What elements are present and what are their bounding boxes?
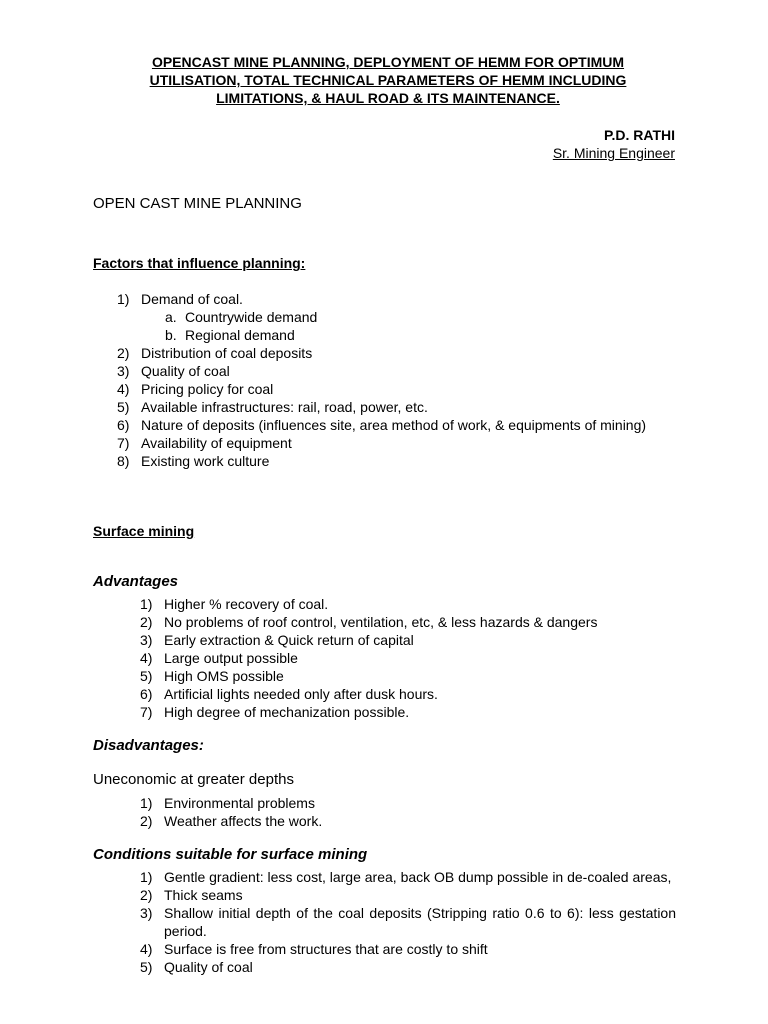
- list-item: [140, 685, 676, 703]
- author-block: [553, 126, 675, 162]
- list-number: 3): [140, 905, 153, 921]
- list-text: Nature of deposits (influences site, area method of work, & equipments of mining): [141, 417, 647, 433]
- list-text: Quality of coal: [164, 959, 253, 975]
- list-text: Surface is free from structures that are costly to shift: [164, 941, 488, 957]
- list-text: Environmental problems: [164, 795, 315, 811]
- list-item: [140, 940, 676, 958]
- list-item: [140, 595, 676, 613]
- list-item: [140, 631, 676, 649]
- list-item: [140, 667, 676, 685]
- list-item: [140, 812, 676, 830]
- list-item: [140, 886, 676, 904]
- list-item: [117, 344, 676, 362]
- list-text: Artificial lights needed only after dusk hours.: [164, 686, 438, 702]
- list-number: 5): [140, 959, 153, 975]
- disadvantages-intro: Uneconomic at greater depths: [93, 771, 294, 788]
- list-text: Demand of coal.: [141, 291, 243, 307]
- list-text: Distribution of coal deposits: [141, 345, 313, 361]
- list-text: Large output possible: [164, 650, 298, 666]
- factors-list: [117, 290, 676, 470]
- factors-heading: Factors that influence planning:: [93, 255, 306, 271]
- list-number: 4): [140, 650, 153, 666]
- list-item: [117, 290, 676, 344]
- list-item: [140, 703, 676, 721]
- list-text: Weather affects the work.: [164, 813, 323, 829]
- list-text: Pricing policy for coal: [141, 381, 274, 397]
- author-role: Sr. Mining Engineer: [552, 145, 675, 161]
- list-item: [117, 416, 676, 434]
- list-item: [117, 452, 676, 470]
- author-name: P.D. RATHI: [603, 127, 675, 143]
- list-item: [117, 398, 676, 416]
- list-number: 7): [140, 704, 153, 720]
- sublist-letter: b.: [165, 327, 177, 343]
- sublist-item: [165, 326, 676, 344]
- advantages-list: [140, 595, 676, 721]
- list-text: Gentle gradient: less cost, large area, back OB dump possible in de-coaled areas,: [164, 869, 672, 885]
- list-text: High degree of mechanization possible.: [164, 704, 410, 720]
- list-number: 5): [117, 399, 130, 415]
- list-number: 1): [140, 795, 153, 811]
- list-item: [117, 434, 676, 452]
- list-number: 5): [140, 668, 153, 684]
- list-text: High OMS possible: [164, 668, 284, 684]
- list-number: 3): [117, 363, 130, 379]
- sublist-text: Regional demand: [185, 327, 295, 343]
- list-item: [140, 649, 676, 667]
- list-number: 3): [140, 632, 153, 648]
- section-heading: OPEN CAST MINE PLANNING: [93, 195, 302, 212]
- list-item: [140, 613, 676, 631]
- list-number: 7): [117, 435, 130, 451]
- list-item: [140, 958, 676, 976]
- list-number: 4): [117, 381, 130, 397]
- list-number: 2): [117, 345, 130, 361]
- disadvantages-heading: Disadvantages:: [93, 737, 204, 754]
- list-text: Existing work culture: [141, 453, 270, 469]
- list-item: [140, 794, 676, 812]
- list-number: 6): [117, 417, 130, 433]
- advantages-heading: Advantages: [93, 573, 179, 590]
- list-number: 2): [140, 614, 153, 630]
- list-number: 2): [140, 887, 153, 903]
- list-number: 2): [140, 813, 153, 829]
- list-item: [140, 904, 676, 940]
- conditions-heading: Conditions suitable for surface mining: [93, 846, 368, 863]
- list-text: Thick seams: [164, 887, 243, 903]
- list-text: Available infrastructures: rail, road, power, etc.: [141, 399, 428, 415]
- disadvantages-list: [140, 794, 676, 830]
- surface-mining-heading: Surface mining: [93, 523, 195, 539]
- list-item: [117, 380, 676, 398]
- list-number: 1): [117, 291, 130, 307]
- sublist-item: [165, 308, 676, 326]
- list-text: Early extraction & Quick return of capital: [164, 632, 414, 648]
- list-number: 1): [140, 596, 153, 612]
- title-line-3: LIMITATIONS, & HAUL ROAD & ITS MAINTENANCE.: [216, 90, 560, 106]
- list-text: Availability of equipment: [141, 435, 292, 451]
- list-text: No problems of roof control, ventilation, etc, & less hazards & dangers: [164, 614, 598, 630]
- conditions-list: [140, 868, 676, 976]
- document-title: [100, 53, 676, 107]
- list-text: Shallow initial depth of the coal deposits (Stripping ratio 0.6 to 6): less gestation period.: [164, 905, 676, 939]
- list-number: 4): [140, 941, 153, 957]
- sublist-text: Countrywide demand: [185, 309, 318, 325]
- list-number: 6): [140, 686, 153, 702]
- list-item: [140, 868, 676, 886]
- title-line-2: UTILISATION, TOTAL TECHNICAL PARAMETERS OF HEMM INCLUDING: [149, 72, 627, 88]
- list-number: 1): [140, 869, 153, 885]
- list-number: 8): [117, 453, 130, 469]
- factors-sublist: [141, 308, 676, 344]
- title-line-1: OPENCAST MINE PLANNING, DEPLOYMENT OF HEMM FOR OPTIMUM: [151, 54, 625, 70]
- sublist-letter: a.: [165, 309, 177, 325]
- list-item: [117, 362, 676, 380]
- list-text: Quality of coal: [141, 363, 230, 379]
- list-text: Higher % recovery of coal.: [164, 596, 329, 612]
